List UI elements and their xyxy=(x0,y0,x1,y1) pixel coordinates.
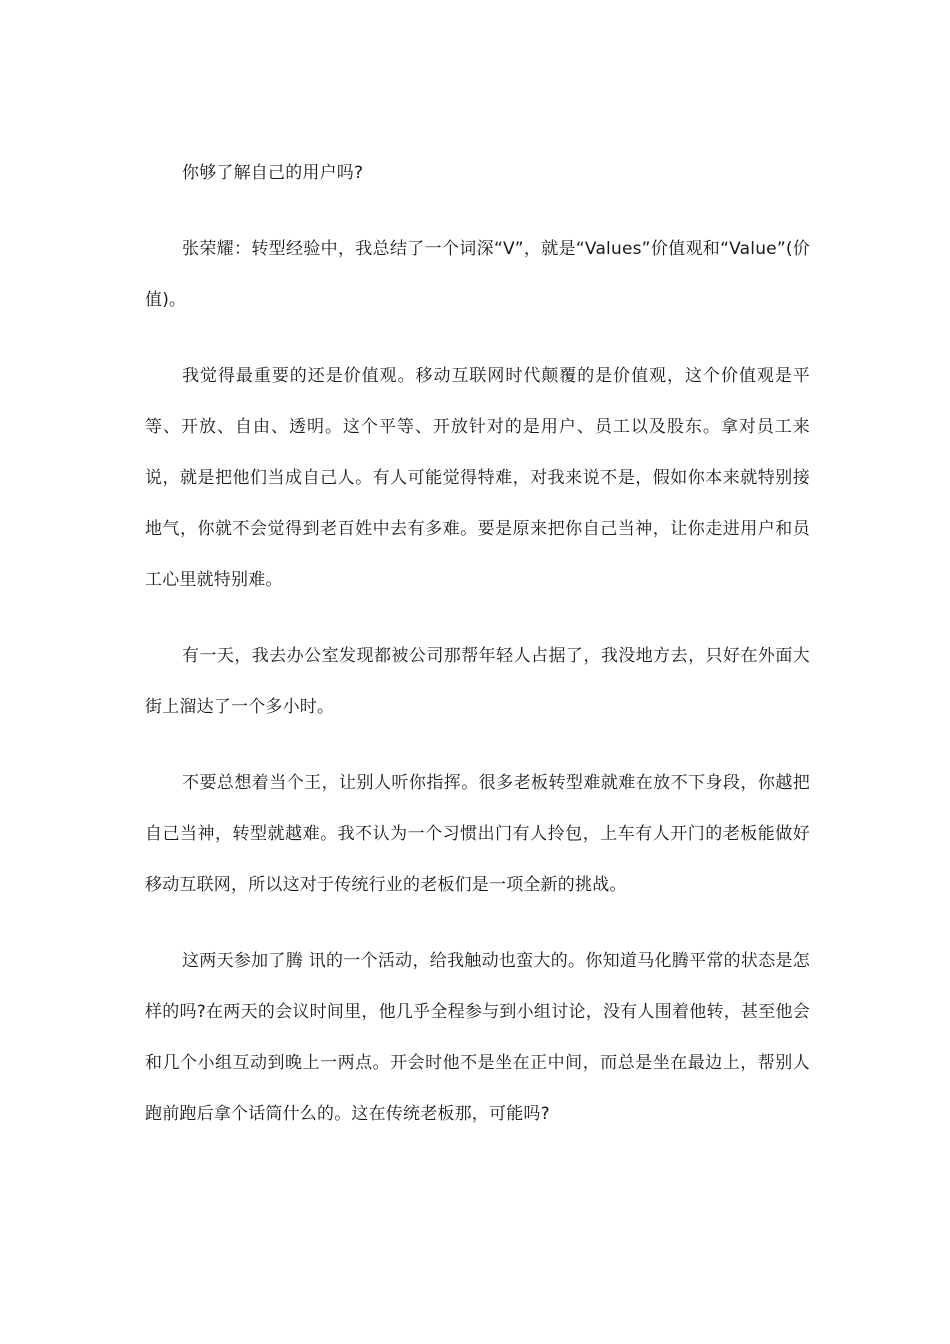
paragraph-office-story: 有一天，我去办公室发现都被公司那帮年轻人占据了，我没地方去，只好在外面大街上溜达了一个多小时。 xyxy=(145,646,810,717)
document-body xyxy=(145,148,810,1140)
paragraph-values: 张荣耀：转型经验中，我总结了一个词深“V”，就是“Values”价值观和“Value”(价值)。 xyxy=(145,239,810,310)
paragraph-value-view: 我觉得最重要的还是价值观。移动互联网时代颠覆的是价值观，这个价值观是平等、开放、自由、透明。这个平等、开放针对的是用户、员工以及股东。拿对员工来说，就是把他们当成自己人。有人可能觉得特难，对我来说不是，假如你本来就特别接地气，你就不会觉得到老百姓中去有多难。要是原来把你自己当神，让你走进用户和员工心里就特别难。 xyxy=(145,366,810,590)
paragraph-dont-be-king: 不要总想着当个王，让别人听你指挥。很多老板转型难就难在放不下身段，你越把自己当神，转型就越难。我不认为一个习惯出门有人拎包，上车有人开门的老板能做好移动互联网，所以这对于传统行业的老板们是一项全新的挑战。 xyxy=(145,773,810,895)
paragraph-question: 你够了解自己的用户吗? xyxy=(182,163,364,183)
paragraph-tencent-event: 这两天参加了腾 讯的一个活动，给我触动也蛮大的。你知道马化腾平常的状态是怎样的吗?在两天的会议时间里，他几乎全程参与到小组讨论，没有人围着他转，甚至他会和几个小组互动到晚上一两点。开会时他不是坐在正中间，而总是坐在最边上，帮别人跑前跑后拿个话筒什么的。这在传统老板那，可能吗? xyxy=(145,951,810,1124)
